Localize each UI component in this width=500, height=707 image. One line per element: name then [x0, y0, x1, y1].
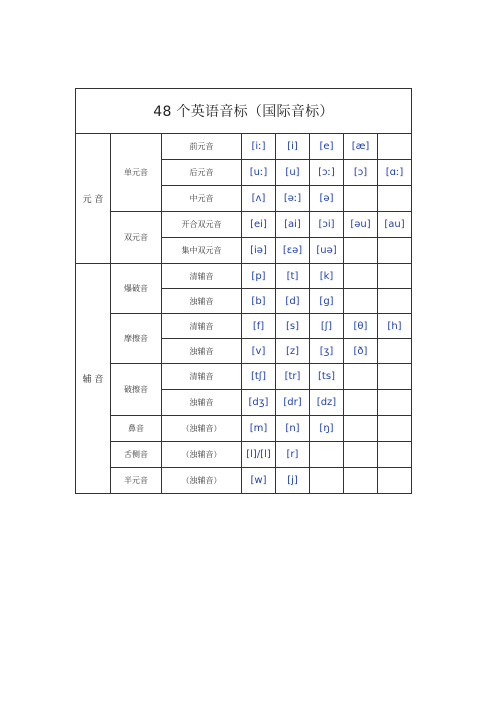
phonetic-symbol: [dr] — [276, 390, 310, 416]
phonetic-symbol — [378, 238, 412, 264]
phonetic-symbol: [ai] — [276, 212, 310, 238]
phonetic-symbol: [f] — [242, 314, 276, 339]
monophthongs-label: 单元音 — [111, 134, 162, 212]
phonetic-symbol: [ɔː] — [310, 160, 344, 186]
phonetic-symbol: [ʃ] — [310, 314, 344, 339]
phonetic-symbol: [t] — [276, 264, 310, 289]
row-label: 集中双元音 — [162, 238, 242, 264]
row-label: 中元音 — [162, 186, 242, 212]
phonetic-symbol: [uː] — [242, 160, 276, 186]
phonetic-symbol: [d] — [276, 289, 310, 314]
phonetic-symbol: [i] — [276, 134, 310, 160]
phonetic-symbol: [ɔ] — [344, 160, 378, 186]
phonetic-symbol — [310, 442, 344, 468]
table-row — [76, 264, 412, 289]
row-label: 后元音 — [162, 160, 242, 186]
phonetic-symbol: [v] — [242, 339, 276, 364]
row-label: 浊辅音 — [162, 339, 242, 364]
row-label: 浊辅音 — [162, 390, 242, 416]
phonetic-symbol — [344, 390, 378, 416]
consonant-group-label: 半元音 — [111, 468, 162, 494]
table-row — [76, 416, 412, 442]
phonetic-symbol: [m] — [242, 416, 276, 442]
phonetic-symbol — [378, 264, 412, 289]
phonetic-table — [75, 88, 412, 494]
row-label: 清辅音 — [162, 364, 242, 390]
row-label: 开合双元音 — [162, 212, 242, 238]
row-label: 浊辅音 — [162, 289, 242, 314]
table-row — [76, 314, 412, 339]
phonetic-symbol — [344, 289, 378, 314]
phonetic-symbol — [378, 289, 412, 314]
phonetic-symbol: [əu] — [344, 212, 378, 238]
phonetic-symbol — [344, 442, 378, 468]
consonant-group-label: 爆破音 — [111, 264, 162, 314]
phonetic-symbol: [g] — [310, 289, 344, 314]
phonetic-symbol — [344, 264, 378, 289]
phonetic-symbol — [344, 186, 378, 212]
phonetic-symbol: [iə] — [242, 238, 276, 264]
phonetic-symbol: [l]/[l] — [242, 442, 276, 468]
phonetic-symbol: [əː] — [276, 186, 310, 212]
table-row — [76, 442, 412, 468]
phonetic-symbol — [310, 468, 344, 494]
phonetic-symbol: [z] — [276, 339, 310, 364]
phonetic-symbol — [378, 339, 412, 364]
table-row — [76, 364, 412, 390]
phonetic-symbol: [θ] — [344, 314, 378, 339]
phonetic-symbol: [æ] — [344, 134, 378, 160]
phonetic-symbol: [s] — [276, 314, 310, 339]
phonetic-symbol: [p] — [242, 264, 276, 289]
table-row — [76, 212, 412, 238]
phonetic-symbol — [378, 186, 412, 212]
phonetic-symbol: [iː] — [242, 134, 276, 160]
phonetic-symbol: [au] — [378, 212, 412, 238]
phonetic-symbol: [ʒ] — [310, 339, 344, 364]
row-label: 清辅音 — [162, 264, 242, 289]
phonetic-symbol — [344, 416, 378, 442]
phonetic-symbol: [k] — [310, 264, 344, 289]
consonants-category-label: 辅 音 — [76, 264, 111, 494]
table-row — [76, 468, 412, 494]
phonetic-symbol — [344, 468, 378, 494]
phonetic-symbol — [378, 134, 412, 160]
phonetic-symbol: [ə] — [310, 186, 344, 212]
consonant-group-label: 舌侧音 — [111, 442, 162, 468]
phonetic-symbol: [e] — [310, 134, 344, 160]
phonetic-symbol: [w] — [242, 468, 276, 494]
phonetic-symbol: [dz] — [310, 390, 344, 416]
phonetic-symbol: [b] — [242, 289, 276, 314]
phonetic-symbol: [r] — [276, 442, 310, 468]
phonetic-symbol: [ŋ] — [310, 416, 344, 442]
row-label: 前元音 — [162, 134, 242, 160]
table-row — [76, 134, 412, 160]
phonetic-symbol: [n] — [276, 416, 310, 442]
phonetic-symbol: [tʃ] — [242, 364, 276, 390]
table-title: 48 个英语音标（国际音标） — [76, 89, 412, 134]
consonant-group-label: 摩擦音 — [111, 314, 162, 364]
phonetic-symbol — [378, 416, 412, 442]
consonant-group-label: 鼻音 — [111, 416, 162, 442]
phonetic-symbol: [ɔi] — [310, 212, 344, 238]
phonetic-symbol — [344, 238, 378, 264]
phonetic-symbol — [378, 468, 412, 494]
phonetic-symbol: [ʌ] — [242, 186, 276, 212]
phonetic-symbol: [ei] — [242, 212, 276, 238]
phonetic-symbol: [j] — [276, 468, 310, 494]
phonetic-symbol — [378, 364, 412, 390]
phonetic-symbol: [u] — [276, 160, 310, 186]
row-label: 清辅音 — [162, 314, 242, 339]
phonetic-symbol: [ɑː] — [378, 160, 412, 186]
diphthongs-label: 双元音 — [111, 212, 162, 264]
phonetic-symbol: [ð] — [344, 339, 378, 364]
row-label: （浊辅音） — [162, 442, 242, 468]
phonetic-symbol: [ts] — [310, 364, 344, 390]
phonetic-symbol: [εə] — [276, 238, 310, 264]
row-label: （浊辅音） — [162, 416, 242, 442]
vowels-category-label: 元 音 — [76, 134, 111, 264]
phonetic-symbol: [tr] — [276, 364, 310, 390]
consonant-group-label: 破擦音 — [111, 364, 162, 416]
phonetic-symbol — [344, 364, 378, 390]
row-label: （浊辅音） — [162, 468, 242, 494]
phonetic-symbol — [378, 442, 412, 468]
phonetic-symbol: [uə] — [310, 238, 344, 264]
phonetic-symbol — [378, 390, 412, 416]
phonetic-symbol: [dʒ] — [242, 390, 276, 416]
phonetic-symbol: [h] — [378, 314, 412, 339]
